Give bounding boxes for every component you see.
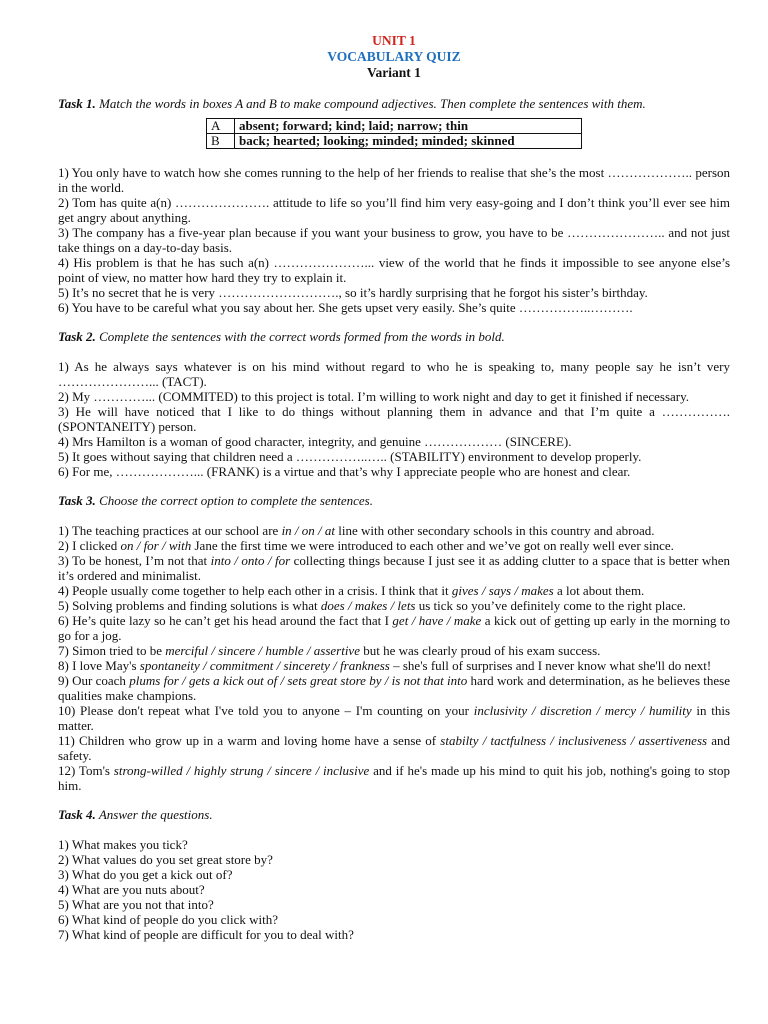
task4-question: 2) What values do you set great store by?: [58, 852, 273, 867]
word-box-row-b: [207, 134, 582, 149]
word-box-table: [206, 118, 582, 149]
item-stem: 2) I clicked: [58, 538, 121, 553]
item-options: plums for / gets a kick out of / sets great store by / is not that into: [129, 673, 468, 688]
task3-item: [58, 673, 730, 703]
item-options: on / for / with: [120, 538, 192, 553]
task2-item: 1) As he always says whatever is on his mind without regard to who he is speaking to, many people say he isn’t very …………………... (TACT).: [58, 359, 730, 389]
task3-item: [58, 553, 730, 583]
task1-item: 3) The company has a five-year plan because if you want your business to grow, you have to be ………………….. and not just take things on a day-to-day basis.: [58, 225, 730, 255]
task4-question: 1) What makes you tick?: [58, 837, 188, 852]
task3-items: [58, 523, 730, 793]
task1-item: 4) His problem is that he has such a(n) …………………... view of the world that he finds it impossible to see anyone else’s point of view, no matter how hard they try to explain it.: [58, 255, 730, 285]
item-options: spontaneity / commitment / sincerety / frankness: [139, 658, 390, 673]
item-tail: and safety.: [58, 733, 730, 763]
box-b-words: back; hearted; looking; minded; minded; skinned: [235, 134, 582, 149]
item-stem: 6) He’s quite lazy so he can’t get his head around the fact that I: [58, 613, 393, 628]
item-stem: 3) To be honest, I’m not that: [58, 553, 211, 568]
item-tail: line with other secondary schools in this country and abroad.: [335, 523, 655, 538]
task1-item: 2) Tom has quite a(n) …………………. attitude to life so you’ll find him very easy-going and I don’t think you’ll ever see him get angry about anything.: [58, 195, 730, 225]
item-stem: 4) People usually come together to help each other in a crisis. I think that it: [58, 583, 452, 598]
box-a-key: A: [207, 119, 235, 134]
task3-item: [58, 703, 730, 733]
task3-item: [58, 643, 730, 658]
task2-item: 2) My …………... (COMMITED) to this project is total. I’m willing to work night and day to get it finished if necessary.: [58, 389, 690, 404]
document-header: [58, 33, 730, 81]
task3-item: [58, 658, 730, 673]
item-tail: us tick so you’ve definitely come to the right place.: [415, 598, 686, 613]
item-stem: 7) Simon tried to be: [58, 643, 166, 658]
task2-label: Task 2.: [58, 329, 96, 344]
task1-heading: [58, 96, 730, 111]
task2-item: 6) For me, ………………... (FRANK) is a virtue and that’s why I appreciate people who are honest and clear.: [58, 464, 631, 479]
box-a-words: absent; forward; kind; laid; narrow; thin: [235, 119, 582, 134]
task4-question: 7) What kind of people are difficult for you to deal with?: [58, 927, 354, 942]
word-box-row-a: [207, 119, 582, 134]
quiz-title: VOCABULARY QUIZ: [327, 49, 461, 64]
item-options: inclusivity / discretion / mercy / humility: [473, 703, 692, 718]
item-options: get / have / make: [392, 613, 482, 628]
task3-label: Task 3.: [58, 493, 96, 508]
item-stem: 10) Please don't repeat what I've told you to anyone – I'm counting on your: [58, 703, 474, 718]
item-stem: 9) Our coach: [58, 673, 130, 688]
task4-question: 4) What are you nuts about?: [58, 882, 205, 897]
task4-label: Task 4.: [58, 807, 96, 822]
item-tail: a lot about them.: [553, 583, 645, 598]
task1-item: 5) It’s no secret that he is very ………………………., so it’s hardly surprising that he forgot his sister’s birthday.: [58, 285, 648, 300]
task3-item: [58, 583, 730, 598]
task4-question: 3) What do you get a kick out of?: [58, 867, 233, 882]
task3-item: [58, 598, 730, 613]
task3-item: [58, 538, 730, 553]
task2-item: 4) Mrs Hamilton is a woman of good character, integrity, and genuine ……………… (SINCERE).: [58, 434, 572, 449]
item-tail: but he was clearly proud of his exam success.: [359, 643, 601, 658]
task4-instruction: Answer the questions.: [95, 807, 213, 822]
task4-question: 5) What are you not that into?: [58, 897, 214, 912]
item-options: in / on / at: [281, 523, 336, 538]
item-stem: 1) The teaching practices at our school are: [58, 523, 282, 538]
item-options: stabilty / tactfulness / inclusiveness / assertiveness: [440, 733, 708, 748]
task2-heading: [58, 329, 730, 344]
task4-items: [58, 837, 730, 942]
task1-item: 1) You only have to watch how she comes running to the help of her friends to realise that she’s the most ……………….. person in the world.: [58, 165, 730, 195]
task1-label: Task 1.: [58, 96, 96, 111]
task2-item: 5) It goes without saying that children need a ……………..….. (STABILITY) environment to develop properly.: [58, 449, 642, 464]
item-stem: 8) I love May's: [58, 658, 140, 673]
task3-item: [58, 613, 730, 643]
task2-items: [58, 359, 730, 479]
task3-item: [58, 733, 730, 763]
item-options: merciful / sincere / humble / assertive: [165, 643, 360, 658]
item-tail: in this matter.: [58, 703, 730, 733]
task4-heading: [58, 807, 730, 822]
item-tail: collecting things because I just see it as adding clutter to a space that is better when it’s ordered and minimalist.: [58, 553, 730, 583]
item-tail: a kick out of getting up early in the morning to go for a jog.: [58, 613, 731, 643]
variant-title: Variant 1: [367, 65, 421, 80]
item-tail: Jane the first time we were introduced to each other and we’ve got on really well ever since.: [191, 538, 674, 553]
task1-instruction: Match the words in boxes A and B to make compound adjectives. Then complete the sentences with them.: [95, 96, 646, 111]
unit-title: UNIT 1: [372, 33, 416, 48]
item-stem: 5) Solving problems and finding solutions is what: [58, 598, 321, 613]
task3-item: [58, 763, 730, 793]
task4-question: 6) What kind of people do you click with?: [58, 912, 278, 927]
item-tail: and if he's made up his mind to quit his job, nothing's going to stop him.: [58, 763, 730, 793]
task1-items: [58, 165, 730, 315]
item-stem: 11) Children who grow up in a warm and loving home have a sense of: [58, 733, 441, 748]
task3-item: [58, 523, 730, 538]
item-options: does / makes / lets: [320, 598, 416, 613]
task1-item: 6) You have to be careful what you say about her. She gets upset very easily. She’s quite ……………..……….: [58, 300, 633, 315]
task2-instruction: Complete the sentences with the correct words formed from the words in bold.: [95, 329, 505, 344]
item-options: strong-willed / highly strung / sincere / inclusive: [113, 763, 370, 778]
task2-item: 3) He will have noticed that I like to do things without planning them in advance and that I’m quite a ……………. (SPONTANEITY) person.: [58, 404, 730, 434]
item-tail: hard work and determination, as he believes these qualities make champions.: [58, 673, 731, 703]
task3-instruction: Choose the correct option to complete the sentences.: [95, 493, 373, 508]
item-options: gives / says / makes: [451, 583, 554, 598]
item-tail: – she's full of surprises and I never know what she'll do next!: [389, 658, 712, 673]
item-stem: 12) Tom's: [58, 763, 114, 778]
box-b-key: B: [207, 134, 235, 149]
item-options: into / onto / for: [210, 553, 291, 568]
task3-heading: [58, 493, 730, 508]
